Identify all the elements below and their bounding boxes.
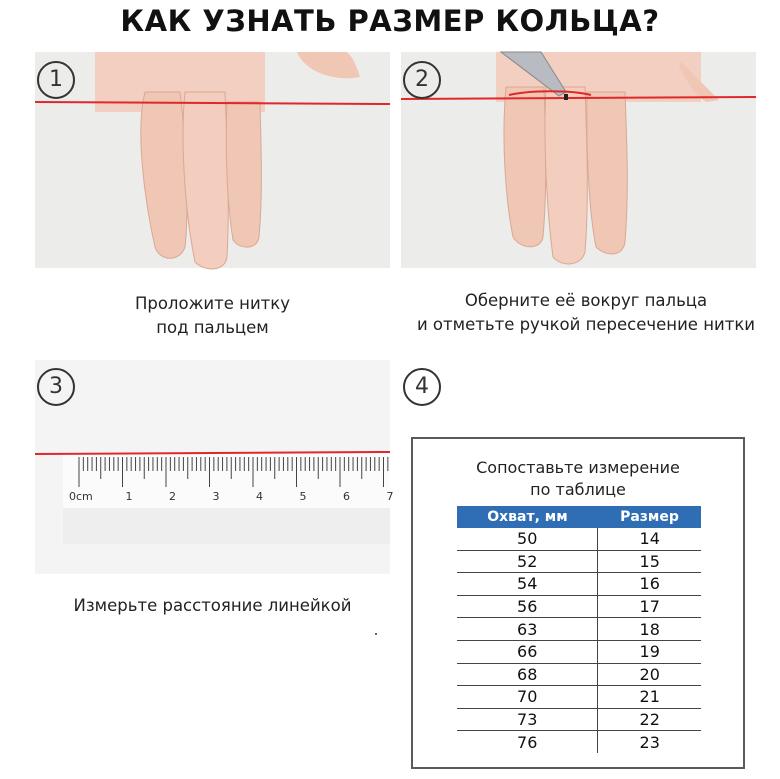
circumference-cell: 70: [457, 686, 598, 709]
step-2-caption-line1: Оберните её вокруг пальца: [464, 291, 708, 310]
size-cell: 15: [598, 550, 701, 573]
circumference-cell: 56: [457, 595, 598, 618]
ruler-tick-label: 2: [169, 490, 176, 503]
table-row: [457, 528, 701, 550]
circumference-cell: 50: [457, 528, 598, 550]
size-chart-box: [411, 437, 745, 769]
step-2-photo: [401, 52, 756, 268]
header-circumference: Охват, мм: [457, 506, 598, 528]
size-cell: 16: [598, 573, 701, 596]
table-row: [457, 663, 701, 686]
size-chart-title-line2: по таблице: [530, 480, 626, 499]
step-2-caption: [401, 289, 771, 337]
size-chart-table: [457, 506, 701, 753]
decorative-dot: [375, 633, 377, 635]
table-row: [457, 595, 701, 618]
ruler-illustration: [35, 360, 394, 574]
step-2-number: 2: [403, 61, 441, 99]
step-3-photo: [35, 360, 394, 574]
size-cell: 23: [639, 732, 660, 752]
size-cell: 17: [598, 595, 701, 618]
table-row: [457, 686, 701, 709]
size-cell: 20: [598, 663, 701, 686]
hand-illustration: [35, 52, 390, 268]
step-1-number: 1: [37, 61, 75, 99]
step-1-caption-line1: Проложите нитку: [134, 294, 291, 313]
page-title: КАК УЗНАТЬ РАЗМЕР КОЛЬЦА?: [120, 4, 660, 38]
circumference-cell: 73: [457, 708, 598, 731]
ruler-tick-label: 3: [212, 490, 220, 503]
hand-with-pen-illustration: [401, 52, 756, 268]
ruler-tick-label: 5: [299, 490, 307, 503]
ruler-unit-label: 0cm: [69, 490, 93, 503]
step-1-photo: [35, 52, 390, 268]
table-row: [457, 550, 701, 573]
step-2-caption-line2: и отметьте ручкой пересечение нитки: [416, 315, 756, 334]
size-cell: 19: [598, 640, 701, 663]
circumference-cell: 63: [457, 618, 598, 641]
step-3-caption-line1: Измерьте расстояние линейкой: [73, 596, 352, 615]
table-row: [457, 573, 701, 596]
circumference-cell: 52: [457, 550, 598, 573]
circumference-cell: 54: [457, 573, 598, 596]
size-cell: 18: [598, 618, 701, 641]
size-chart-title: [413, 457, 743, 501]
size-chart-title-line1: Сопоставьте измерение: [476, 458, 680, 477]
ruler-tick-label: 7: [386, 490, 394, 503]
table-row: [457, 640, 701, 663]
step-3-caption: [35, 594, 390, 618]
table-row: [457, 708, 701, 731]
ruler-tick-label: 6: [343, 490, 350, 503]
table-row: [457, 731, 701, 753]
header-size: Размер: [598, 506, 701, 528]
ruler-tick-label: 4: [256, 490, 263, 503]
step-1-caption-line2: под пальцем: [156, 318, 269, 337]
table-row: [457, 618, 701, 641]
ruler-tick-label: 1: [125, 490, 133, 503]
size-cell: 22: [598, 708, 701, 731]
step-4-number: 4: [403, 368, 441, 406]
size-cell: 14: [598, 528, 701, 550]
circumference-cell: 68: [457, 663, 598, 686]
circumference-cell: 76: [457, 731, 598, 753]
step-1-caption: [35, 292, 390, 340]
circumference-cell: 66: [457, 640, 598, 663]
step-3-number: 3: [37, 368, 75, 406]
size-cell: 21: [598, 686, 701, 709]
